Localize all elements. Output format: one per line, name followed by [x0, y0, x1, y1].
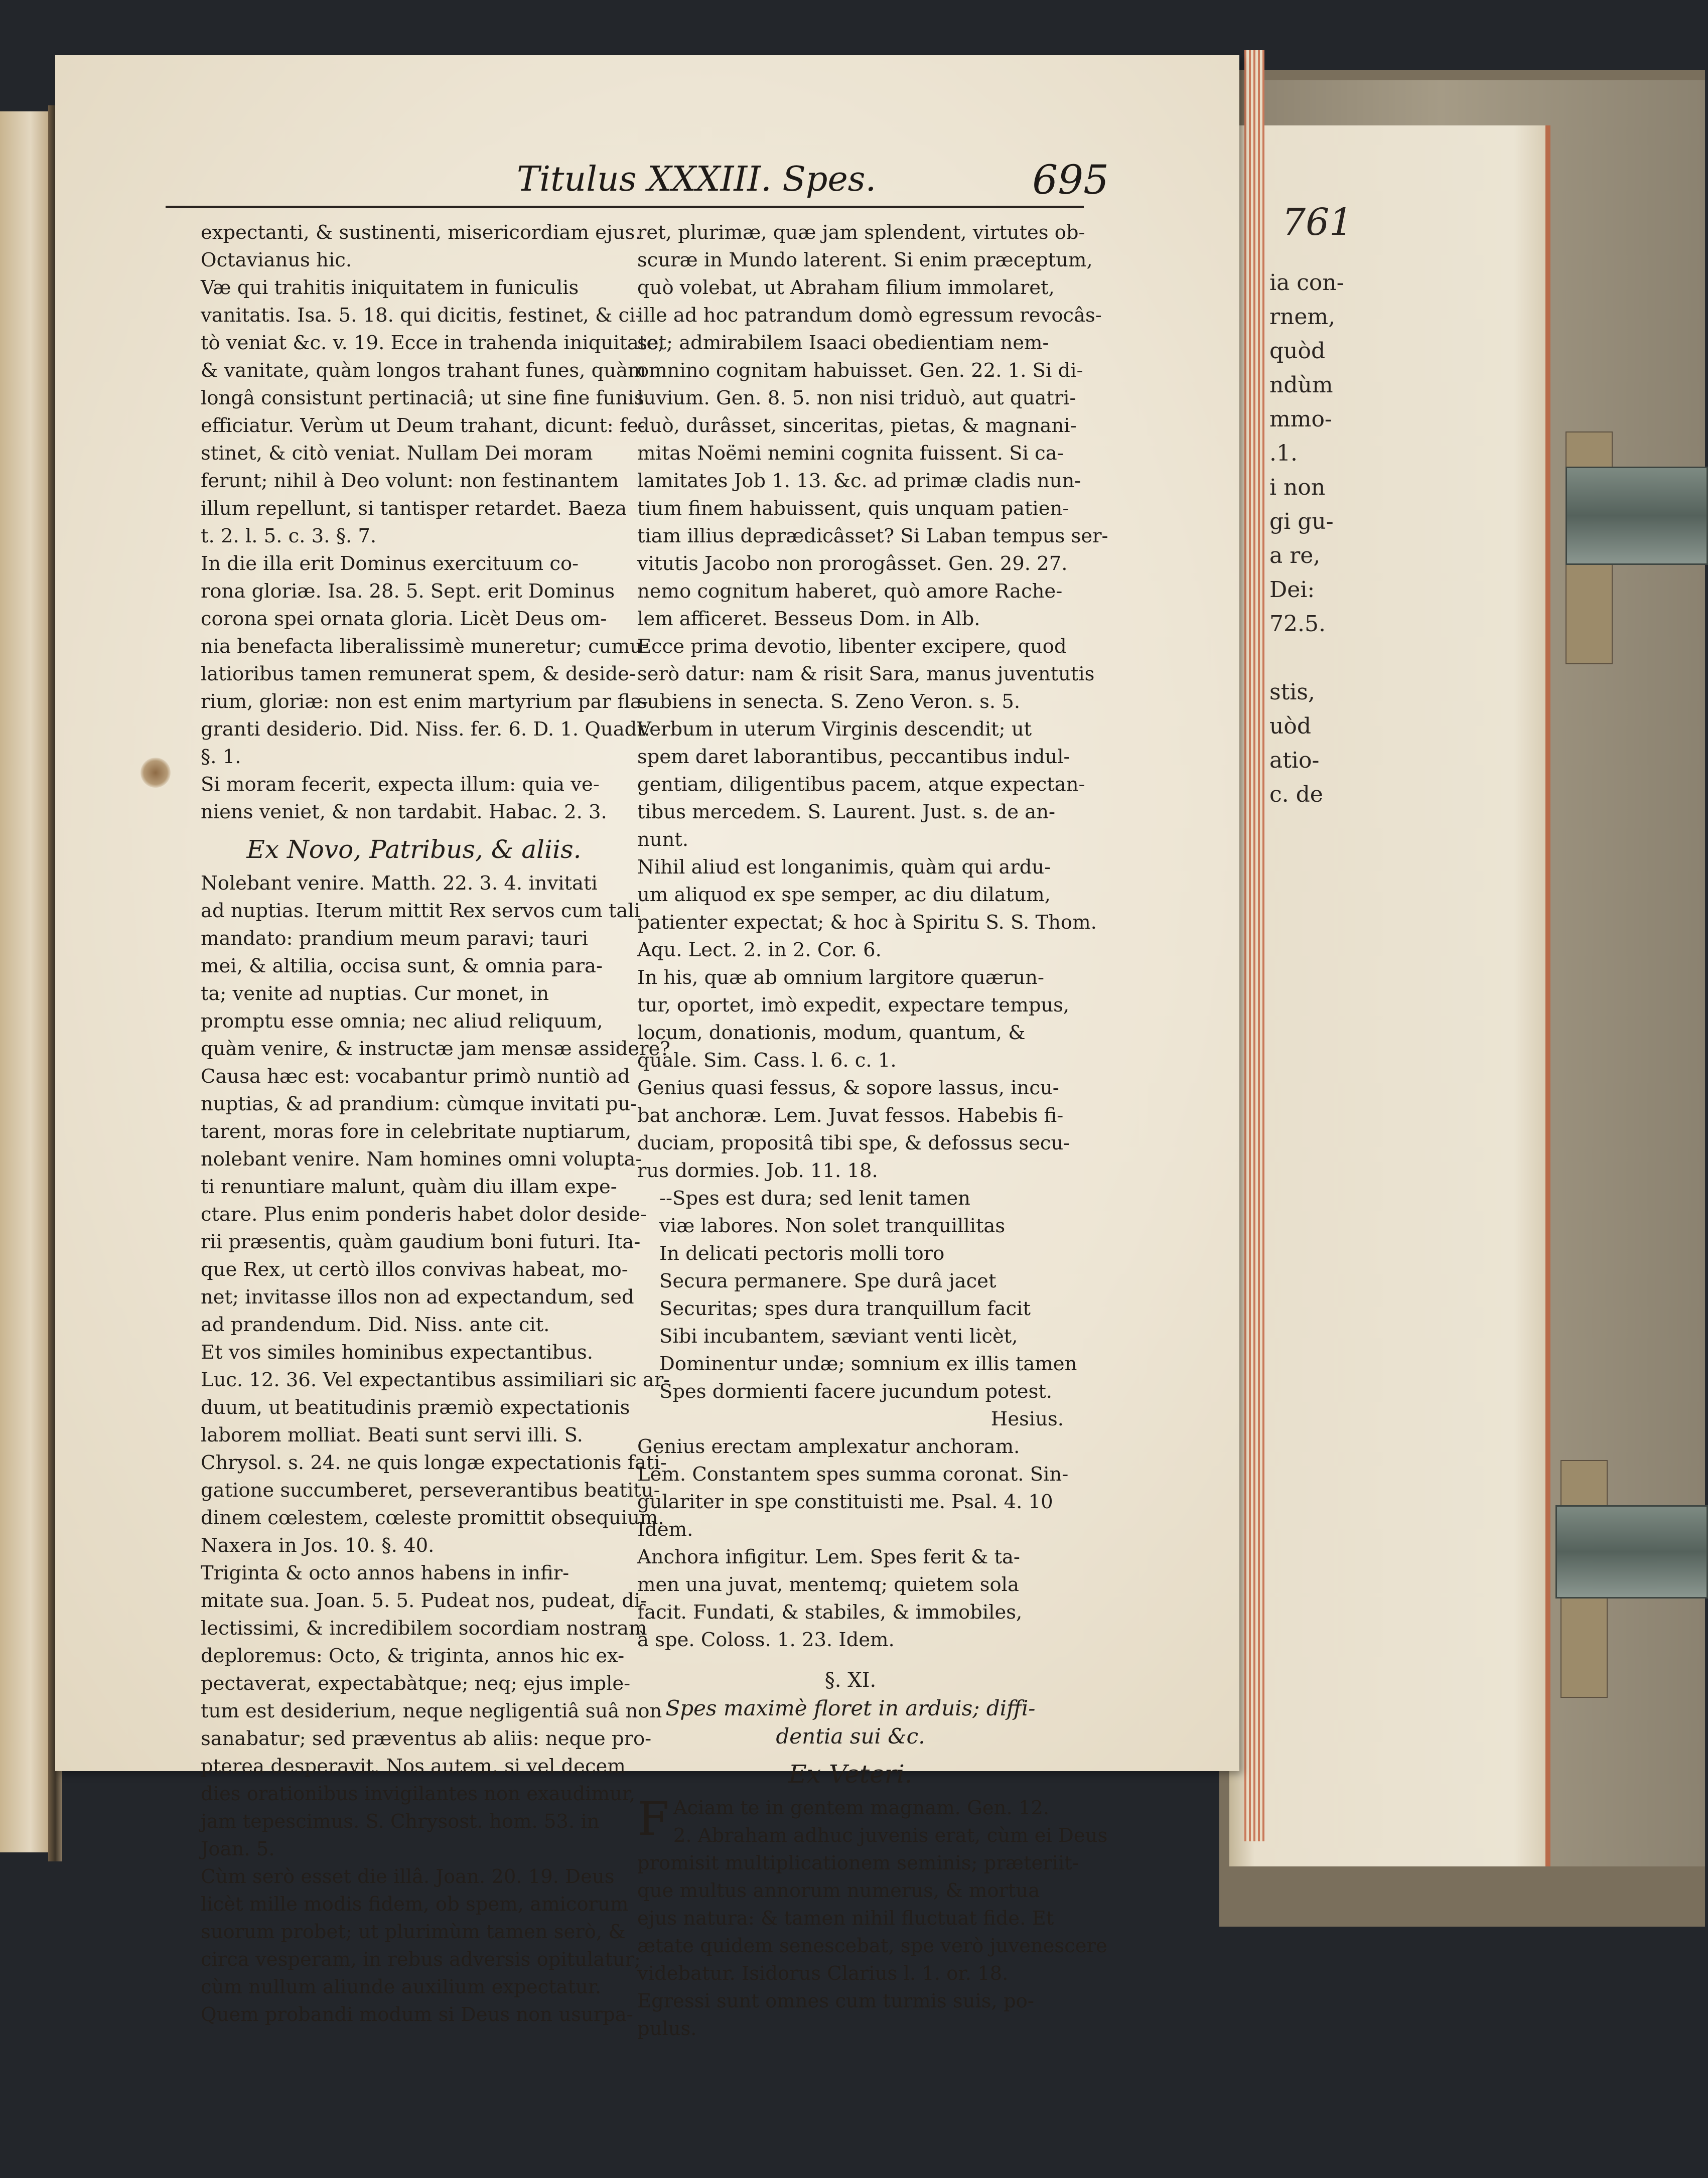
text-line: quàm venire, & instructæ jam mensæ assidere?: [201, 1038, 670, 1060]
text-line: Octavianus hic.: [201, 249, 352, 271]
text-line: rona gloriæ. Isa. 28. 5. Sept. erit Dominus: [201, 580, 615, 603]
back-fragment: uòd: [1269, 713, 1311, 739]
text-line: tibus mercedem. S. Laurent. Just. s. de an-: [637, 801, 1055, 823]
text-line: tium finem habuissent, quis unquam patien-: [637, 497, 1069, 520]
clasp-top: [1565, 467, 1708, 565]
text-line: rii præsentis, quàm gaudium boni futuri. Ita-: [201, 1231, 641, 1253]
verse-block: [637, 1185, 1077, 1405]
text-line: lem afficeret. Besseus Dom. in Alb.: [637, 608, 980, 630]
text-line: bat anchoræ. Lem. Juvat fessos. Habebis fi-: [637, 1104, 1064, 1127]
text-line: Idem.: [637, 1518, 693, 1541]
back-fragment: mmo-: [1269, 406, 1332, 432]
text-line: Naxera in Jos. 10. §. 40.: [201, 1534, 435, 1557]
text-line: laborem molliat. Beati sunt servi illi. S.: [201, 1424, 583, 1446]
right-column-text-3: [637, 1794, 1108, 2043]
text-line: dies orationibus invigilantes non exaudimur,: [201, 1783, 636, 1805]
text-line: um aliquod ex spe semper, ac diu dilatum,: [637, 884, 1051, 906]
verse-line: In delicati pectoris molli toro: [659, 1242, 945, 1265]
text-line: 2. Abraham adhuc juvenis erat, cùm ei Deus: [673, 1824, 1108, 1847]
section-title-line: Spes maximè floret in arduis; diffi-: [665, 1696, 1036, 1720]
text-line: cùm nullum aliunde auxilium expectatur.: [201, 1976, 602, 1998]
text-line: facit. Fundati, & stabiles, & immobiles,: [637, 1601, 1023, 1624]
text-line: circa vesperam, in rebus adversis opitulatur;: [201, 1948, 641, 1971]
text-line: quò volebat, ut Abraham filium immolaret,: [637, 276, 1055, 299]
text-line: ætate quidem senescebat, spe verò juvenescere: [637, 1935, 1107, 1957]
text-line: Væ qui trahitis iniquitatem in funiculis: [201, 276, 579, 299]
page: [55, 55, 1239, 2040]
text-line: patienter expectat; & hoc à Spiritu S. S. Thom.: [637, 911, 1097, 934]
text-line: Cùm serò esset die illâ. Joan. 20. 19. Deus: [201, 1865, 615, 1888]
text-line: ille ad hoc patrandum domò egressum revocâs-: [637, 304, 1102, 327]
text-line: duciam, propositâ tibi spe, & defossus secu-: [637, 1132, 1070, 1154]
text-line: men una juvat, mentemq; quietem sola: [637, 1573, 1019, 1596]
verse-line: Secura permanere. Spe durâ jacet: [659, 1270, 997, 1292]
text-line: ctare. Plus enim ponderis habet dolor deside-: [201, 1203, 647, 1226]
text-line: promisit multiplicationem seminis; præteriit-: [637, 1852, 1079, 1874]
text-line: rus dormies. Job. 11. 18.: [637, 1159, 878, 1182]
text-line: nunt.: [637, 828, 689, 851]
text-line: latioribus tamen remunerat spem, & deside-: [201, 663, 636, 685]
text-line: set; admirabilem Isaaci obedientiam nem-: [637, 332, 1049, 354]
text-line: Aqu. Lect. 2. in 2. Cor. 6.: [637, 939, 882, 961]
text-line: luvium. Gen. 8. 5. non nisi triduò, aut quatri-: [637, 387, 1076, 409]
back-fragment: Dei:: [1269, 577, 1315, 603]
text-line: longâ consistunt pertinaciâ; ut sine fine funis: [201, 387, 644, 409]
back-fragment: gi gu-: [1269, 509, 1334, 534]
text-line: net; invitasse illos non ad expectandum, sed: [201, 1286, 634, 1309]
page-stack-edge: [1244, 50, 1264, 1841]
text-line: Genius quasi fessus, & sopore lassus, incu-: [637, 1077, 1059, 1099]
text-line: videbatur. Isidorus Clarius l. 1. or. 18.: [637, 1962, 1009, 1985]
text-line: ad prandendum. Did. Niss. ante cit.: [201, 1314, 550, 1336]
verse-line: Sibi incubantem, sæviant venti licèt,: [659, 1325, 1018, 1348]
section-mark: §. XI.: [824, 1669, 877, 1692]
text-line: mandato: prandium meum paravi; tauri: [201, 927, 589, 950]
left-section-heading: Ex Novo, Patribus, & aliis.: [246, 835, 582, 864]
text-line: sanabatur; sed præventus ab aliis: neque pro-: [201, 1727, 652, 1750]
running-head: [156, 157, 1109, 205]
back-fragment: quòd: [1269, 338, 1326, 364]
text-line: Aciam te in gentem magnam. Gen. 12.: [673, 1797, 1050, 1819]
text-line: à spe. Coloss. 1. 23. Idem.: [637, 1629, 895, 1651]
back-fragment: .1.: [1269, 441, 1298, 466]
text-line: & vanitate, quàm longos trahant funes, quàm: [201, 359, 646, 382]
text-line: tò veniat &c. v. 19. Ecce in trahenda iniquitate,: [201, 332, 664, 354]
verse-line: Securitas; spes dura tranquillum facit: [659, 1297, 1031, 1320]
back-fragment: rnem,: [1269, 304, 1336, 330]
text-line: tur, oportet, imò expedit, expectare tempus,: [637, 994, 1070, 1017]
text-line: dinem cœlestem, cœleste promittit obsequium.: [201, 1507, 664, 1529]
back-fragment: [1269, 641, 1360, 675]
text-line: Chrysol. s. 24. ne quis longæ expectationis fati-: [201, 1451, 667, 1474]
text-line: vanitatis. Isa. 5. 18. qui dicitis, festinet, & ci-: [201, 304, 642, 327]
text-line: lectissimi, & incredibilem socordiam nostram: [201, 1617, 647, 1640]
back-page-number: 761: [1282, 201, 1353, 244]
text-line: nuptias, & ad prandium: cùmque invitati pu-: [201, 1093, 637, 1115]
text-line: illum repellunt, si tantisper retardet. Baeza: [201, 497, 627, 520]
text-line: In his, quæ ab omnium largitore quærun-: [637, 966, 1044, 989]
text-line: Egressi sunt omnes cum turmis suis, po-: [637, 1990, 1034, 2012]
left-column-text-2: [201, 869, 670, 2028]
right-section-heading: Ex Veteri.: [788, 1760, 913, 1789]
left-column: [201, 219, 670, 2028]
text-line: Genius erectam amplexatur anchoram.: [637, 1435, 1020, 1458]
text-line: Joan. 5.: [201, 1838, 275, 1860]
text-line: spem daret laborantibus, peccantibus indul-: [637, 746, 1070, 768]
text-line: Lem. Constantem spes summa coronat. Sin-: [637, 1463, 1069, 1486]
text-line: locum, donationis, modum, quantum, &: [637, 1022, 1026, 1044]
text-line: pulus.: [637, 2017, 697, 2040]
verse-line: --Spes est dura; sed lenit tamen: [659, 1187, 970, 1210]
back-fragment: stis,: [1269, 679, 1315, 705]
text-line: nemo cognitum haberet, quò amore Rache-: [637, 580, 1063, 603]
head-rule: [166, 206, 1084, 208]
text-line: vitutis Jacobo non prorogâsset. Gen. 29. 27.: [637, 552, 1068, 575]
back-fragment: c. de: [1269, 782, 1323, 807]
right-column-text-2: [637, 1433, 1069, 1654]
back-fragment: 72.5.: [1269, 611, 1326, 637]
text-line: In die illa erit Dominus exercituum co-: [201, 552, 579, 575]
text-line: licèt mille modis fidem, ob spem, amicorum: [201, 1893, 629, 1916]
text-line: Quem probandi modum si Deus non usurpa-: [201, 2003, 633, 2026]
text-line: Verbum in uterum Virginis descendit; ut: [637, 718, 1032, 741]
text-line: expectanti, & sustinenti, misericordiam ejus.: [201, 221, 641, 244]
text-line: Causa hæc est: vocabantur primò nuntiò ad: [201, 1065, 630, 1088]
text-line: Si moram fecerit, expecta illum: quia ve-: [201, 773, 600, 796]
text-line: efficiatur. Verùm ut Deum trahant, dicunt: fe-: [201, 414, 645, 437]
text-line: ti renuntiare malunt, quàm diu illam expe-: [201, 1176, 617, 1198]
text-line: Triginta & octo annos habens in infir-: [201, 1562, 570, 1584]
text-line: omnino cognitam habuisset. Gen. 22. 1. Si di-: [637, 359, 1083, 382]
text-line: ejus natura: & tamen nihil fluctuat fide. Et: [637, 1907, 1054, 1930]
verse-author: Hesius.: [990, 1408, 1064, 1430]
text-line: ret, plurimæ, quæ jam splendent, virtutes ob-: [637, 221, 1085, 244]
back-page-fragments: [1269, 266, 1360, 812]
verse-line: Spes dormienti facere jucundum potest.: [659, 1380, 1053, 1403]
text-line: t. 2. l. 5. c. 3. §. 7.: [201, 525, 377, 547]
left-column-text-1: [201, 219, 664, 826]
text-line: Ecce prima devotio, libenter excipere, quod: [637, 635, 1067, 658]
text-line: niens veniet, & non tardabit. Habac. 2. 3.: [201, 801, 607, 823]
right-column: [637, 219, 1108, 2043]
text-line: mitas Noëmi nemini cognita fuissent. Si ca-: [637, 442, 1064, 465]
back-fragment: i non: [1269, 475, 1326, 500]
text-line: pterea desperavit. Nos autem, si vel decem: [201, 1755, 626, 1778]
text-line: tum est desiderium, neque negligentiâ suâ non: [201, 1700, 662, 1722]
right-column-text-1: [637, 219, 1108, 1185]
text-line: Luc. 12. 36. Vel expectantibus assimiliari sic ar-: [201, 1369, 670, 1391]
text-line: lamitates Job 1. 13. &c. ad primæ cladis nun-: [637, 470, 1081, 492]
text-line: rium, gloriæ: non est enim martyrium par fla-: [201, 690, 648, 713]
text-line: gulariter in spe constituisti me. Psal. 4. 10: [637, 1491, 1053, 1513]
text-line: corona spei ornata gloria. Licèt Deus om-: [201, 608, 607, 630]
text-line: jam tepescimus. S. Chrysost. hom. 53. in: [201, 1810, 600, 1833]
text-line: stinet, & citò veniat. Nullam Dei moram: [201, 442, 593, 465]
text-line: scuræ in Mundo laterent. Si enim præceptum,: [637, 249, 1093, 271]
text-line: ferunt; nihil à Deo volunt: non festinantem: [201, 470, 619, 492]
back-fragment: a re,: [1269, 543, 1321, 568]
text-line: ad nuptias. Iterum mittit Rex servos cum tali: [201, 900, 640, 922]
text-line: Et vos similes hominibus expectantibus.: [201, 1341, 593, 1364]
text-line: Anchora infigitur. Lem. Spes ferit & ta-: [637, 1546, 1020, 1568]
text-line: serò datur: nam & risit Sara, manus juventutis: [637, 663, 1095, 685]
running-title: Titulus XXXIII. Spes.: [517, 160, 877, 199]
text-line: tiam illius deprædicâsset? Si Laban tempus ser-: [637, 525, 1108, 547]
section-title-line: dentia sui &c.: [776, 1724, 925, 1749]
text-line: duum, ut beatitudinis præmiò expectationis: [201, 1396, 630, 1419]
text-line: §. 1.: [201, 746, 241, 768]
text-line: promptu esse omnia; nec aliud reliquum,: [201, 1010, 603, 1033]
verse-line: Dominentur undæ; somnium ex illis tamen: [659, 1353, 1077, 1375]
back-fragment: ia con-: [1269, 270, 1344, 296]
stain: [140, 758, 171, 788]
text-line: subiens in senecta. S. Zeno Veron. s. 5.: [637, 690, 1021, 713]
text-line: mei, & altilia, occisa sunt, & omnia para-: [201, 955, 603, 977]
dropcap-paragraph: [637, 1792, 1108, 2043]
section-title: [637, 1694, 1064, 1751]
text-line: nolebant venire. Nam homines omni volupta-: [201, 1148, 642, 1171]
text-line: gentiam, diligentibus pacem, atque expectan-: [637, 773, 1085, 796]
text-line: Nihil aliud est longanimis, quàm qui ardu-: [637, 856, 1051, 879]
text-line: gatione succumberet, perseverantibus beatitu-: [201, 1479, 660, 1502]
text-line: suorum probet; ut plurimùm tamen serò, &: [201, 1921, 626, 1943]
text-line: duò, durâsset, sinceritas, pietas, & magnani-: [637, 414, 1077, 437]
verse-line: viæ labores. Non solet tranquillitas: [659, 1215, 1006, 1237]
text-line: granti desiderio. Did. Niss. fer. 6. D. 1. Quadr.: [201, 718, 650, 741]
text-line: que multus annorum numerus, & mortua: [637, 1879, 1040, 1902]
dropcap: F: [637, 1792, 669, 1846]
text-line: ta; venite ad nuptias. Cur monet, in: [201, 982, 549, 1005]
text-line: tarent, moras fore in celebritate nuptiarum,: [201, 1120, 632, 1143]
text-line: quale. Sim. Cass. l. 6. c. 1.: [637, 1049, 897, 1072]
text-line: que Rex, ut certò illos convivas habeat, mo-: [201, 1258, 628, 1281]
text-line: nia benefacta liberalissimè muneretur; cumu-: [201, 635, 649, 658]
page-number: 695: [1032, 157, 1109, 203]
text-line: Nolebant venire. Matth. 22. 3. 4. invitati: [201, 872, 598, 895]
text-line: pectaverat, expectabàtque; neq; ejus imple-: [201, 1672, 631, 1695]
back-fragment: atio-: [1269, 748, 1320, 773]
text-line: deploremus: Octo, & triginta, annos hic ex-: [201, 1645, 625, 1667]
back-fragment: ndùm: [1269, 372, 1333, 398]
text-line: mitate sua. Joan. 5. 5. Pudeat nos, pudeat, di-: [201, 1589, 647, 1612]
left-page-edge: [0, 111, 55, 1852]
clasp-bottom: [1555, 1505, 1708, 1599]
